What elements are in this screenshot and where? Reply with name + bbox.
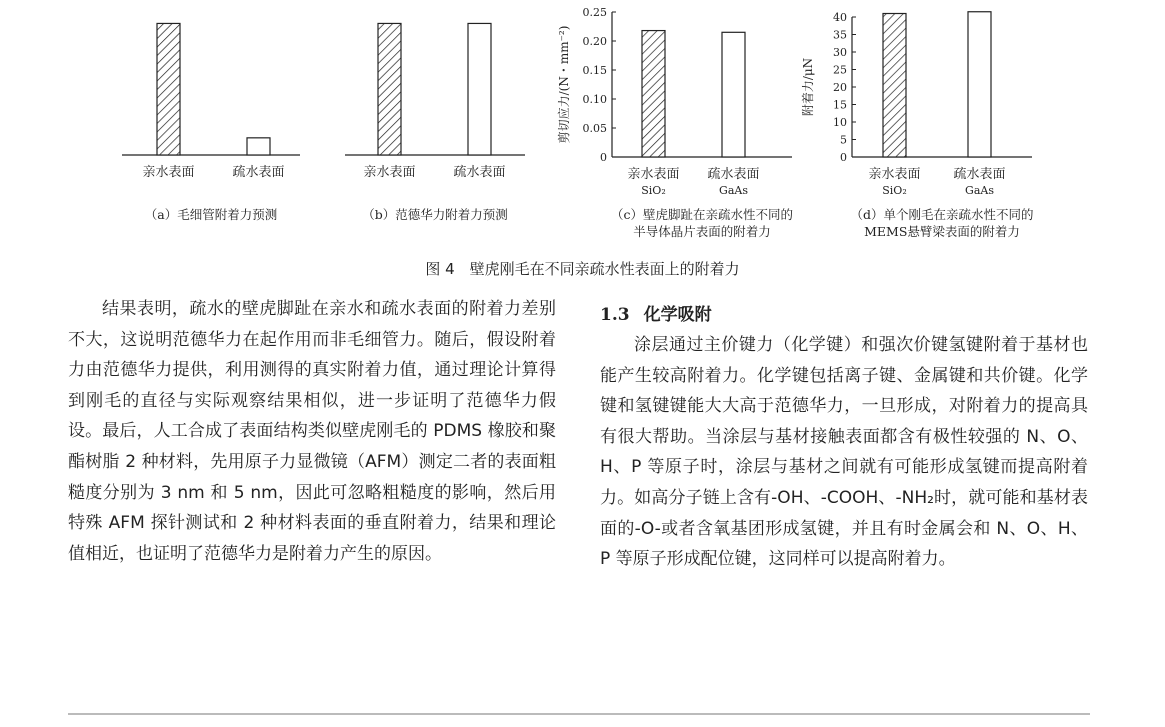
panel-a-category-label: 亲水表面 [142,165,195,180]
panel-d-y-tick-label: 30 [833,46,847,59]
panel-d-category-label: 疏水表面 [953,167,1006,182]
panel-d-y-axis-label: 附着力/μN [801,57,815,117]
panel-d-y-tick-label: 5 [840,133,847,147]
right-paragraph: 涂层通过主价键力（化学键）和强次价键氢键附着于基材也能产生较高附着力。化学键包括离子键、金属键和共价键。化学键和氢键键能大大高于范德华力，一旦形成，对附着力的提高具有很大帮助。当涂层与基材接触表面都含有极性较强的 N、O、H、P 等原子时，涂层与基材之间就有可能形成氢键而提高附着力。如高分子链上含有-OH、-COOH、-NH₂时，就可能和基材表面的-O-或者含氧基团形成氢键，并且有时金属会和 N、O、H、P 等原子形成配位键，这同样可以提高附着力。 [600,335,1088,570]
panel-c-y-tick-label: 0.05 [582,122,607,135]
panel-d-sub-label: GaAs [965,184,994,197]
panel-a-caption: （a）毛细管附着力预测 [144,207,278,222]
panel-d-y-tick-label: 35 [833,28,847,42]
panel-d-y-tick-label: 25 [833,63,847,77]
panel-d-category-label: 亲水表面 [868,167,921,182]
panel-c-y-tick-label: 0.20 [582,35,607,48]
section-number: 1.3 [600,305,630,325]
panel-b-caption: （b）范德华力附着力预测 [362,207,508,222]
panel-c-y-tick-label: 0.10 [582,93,607,106]
figure-4 [0,0,1165,285]
figure-charts [0,0,1165,258]
right-column [600,302,1088,575]
panel-d-y-tick-label: 10 [833,116,847,129]
panel-a-category-label: 疏水表面 [232,165,285,180]
panel-c-bar [722,32,745,157]
panel-d-sub-label: SiO₂ [882,184,907,197]
panel-d-caption: MEMS悬臂梁表面的附着力 [864,224,1020,239]
panel-a-bar [157,23,180,155]
panel-b-bar [378,23,401,155]
panel-c-category-label: 亲水表面 [627,167,680,182]
section-title: 化学吸附 [643,305,712,325]
panel-d-y-tick-label: 20 [833,81,847,94]
panel-d-caption: （d）单个刚毛在亲疏水性不同的 [850,207,1034,222]
panel-d-y-tick-label: 40 [833,11,847,24]
panel-c-sub-label: GaAs [719,184,748,197]
panel-c-category-label: 疏水表面 [707,167,760,182]
panel-a-bar [247,138,270,155]
panel-c-caption: 半导体晶片表面的附着力 [633,224,771,239]
panel-c-y-tick-label: 0.25 [582,6,607,19]
panel-c-bar [642,31,665,157]
panel-b-category-label: 疏水表面 [453,165,506,180]
panel-d-bar [883,14,906,158]
section-heading [600,302,1088,328]
panel-c-sub-label: SiO₂ [641,184,666,197]
panel-c-y-axis-label: 剪切应力/(N・mm⁻²) [557,25,571,144]
panel-b-category-label: 亲水表面 [363,165,416,180]
panel-b-bar [468,23,491,155]
bottom-rule [68,713,1090,715]
panel-d-y-tick-label: 0 [840,151,847,164]
panel-d-y-tick-label: 15 [833,98,847,112]
panel-c-y-tick-label: 0 [600,151,607,164]
panel-c-caption: （c）壁虎脚趾在亲疏水性不同的 [610,207,794,222]
figure-caption: 图 4 壁虎刚毛在不同亲疏水性表面上的附着力 [425,260,740,278]
panel-c-y-tick-label: 0.15 [582,64,607,77]
left-column [68,294,556,569]
left-paragraph: 结果表明，疏水的壁虎脚趾在亲水和疏水表面的附着力差别不大，这说明范德华力在起作用而非毛细管力。随后，假设附着力由范德华力提供，利用测得的真实附着力值，通过理论计算得到刚毛的直径与实际观察结果相似，进一步证明了范德华力假设。最后，人工合成了表面结构类似壁虎刚毛的 PDMS 橡胶和聚酯树脂 2 种材料，先用原子力显微镜（AFM）测定二者的表面粗糙度分别为 3 nm 和 5 nm，因此可忽略粗糙度的影响，然后用特殊 AFM 探针测试和 2 种材料表面的垂直附着力，结果和理论值相近，也证明了范德华力是附着力产生的原因。 [68,299,556,564]
panel-d-bar [968,12,991,157]
